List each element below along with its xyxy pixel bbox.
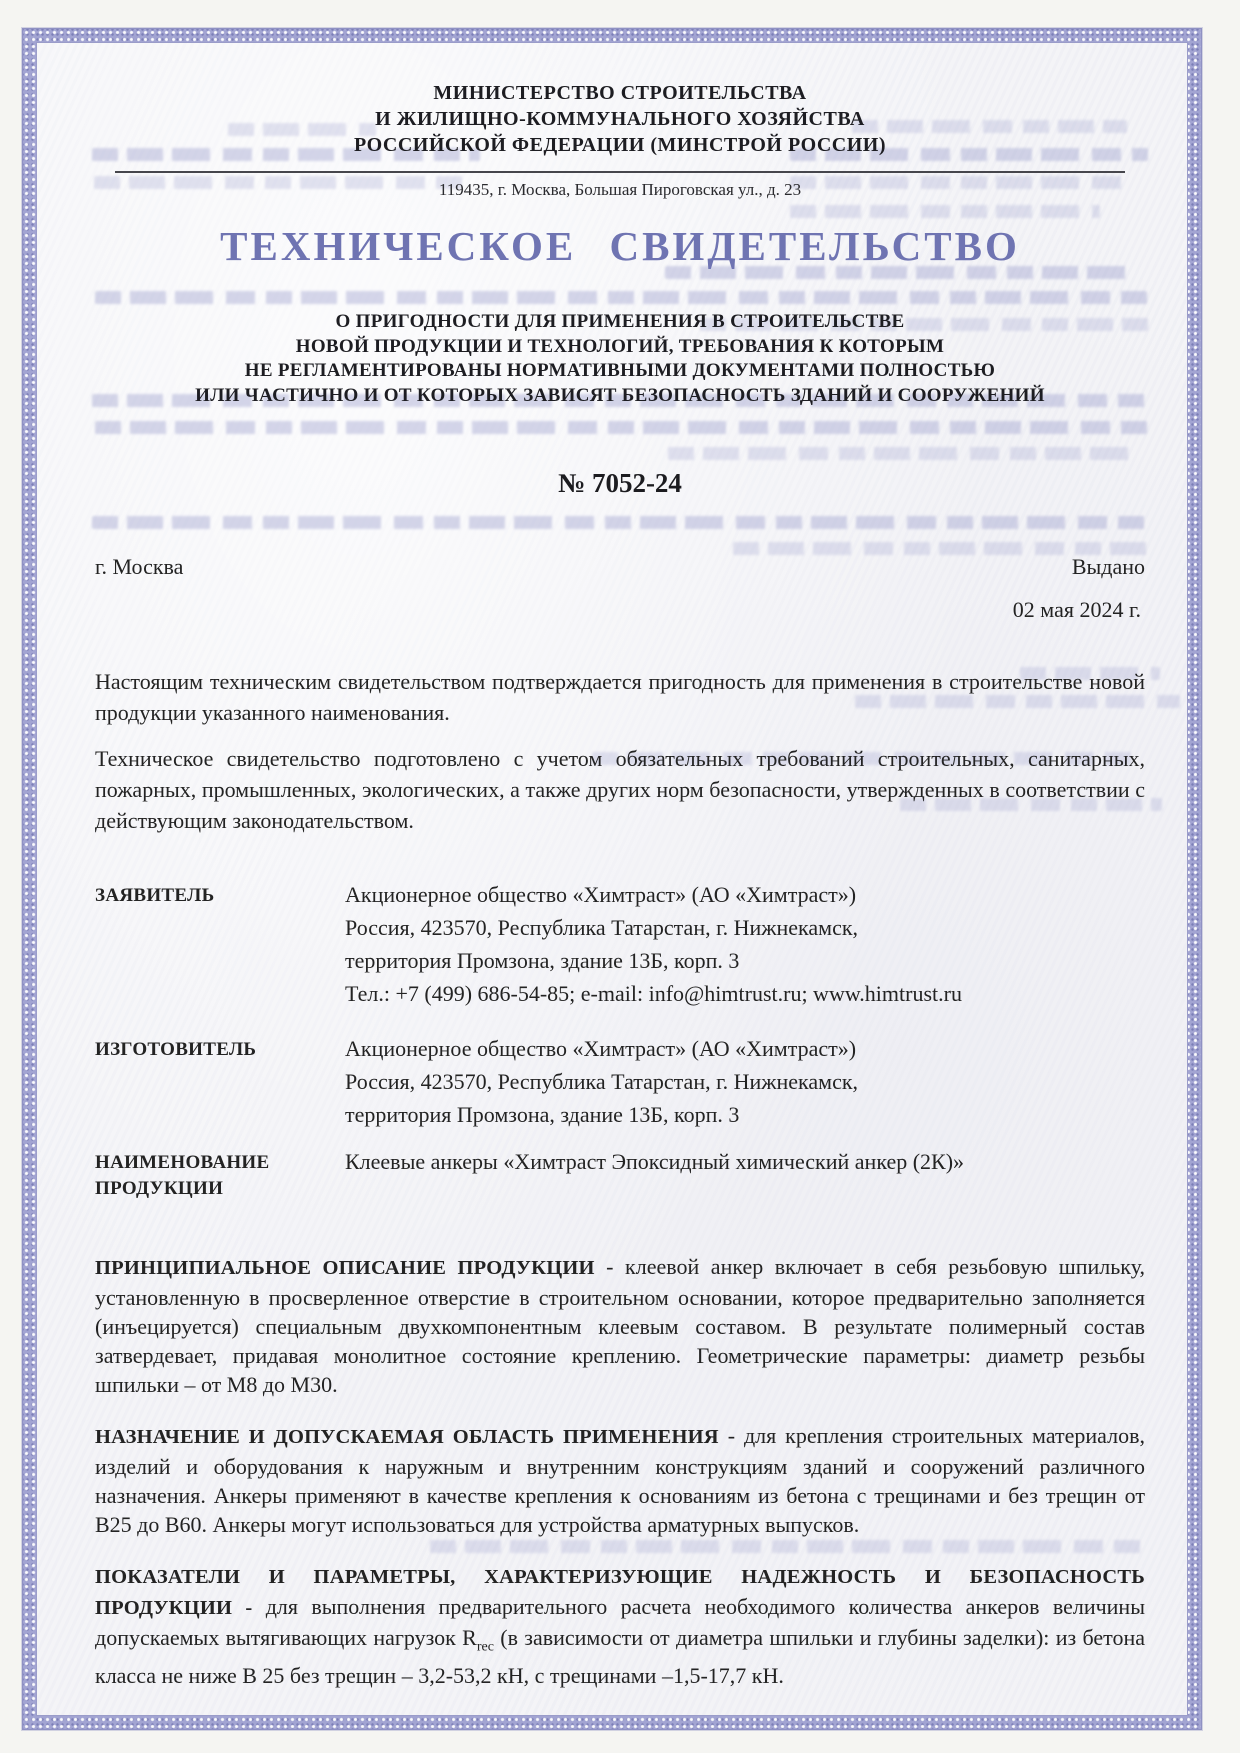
- certificate-subtitle-line: О ПРИГОДНОСТИ ДЛЯ ПРИМЕНЕНИЯ В СТРОИТЕЛЬСТВЕ: [335, 311, 905, 332]
- section-paragraph-description: [95, 1252, 1145, 1399]
- field-value-line: Россия, 423570, Республика Татарстан, г. Нижнекамск,: [345, 915, 859, 940]
- ministry-name-line: И ЖИЛИЩНО-КОММУНАЛЬНОГО ХОЗЯЙСТВА: [375, 108, 865, 130]
- section-body: - для крепления строительных материалов, изделий и оборудования к наружным и внутренним конструкциям зданий и сооружений различного назначения. Анкеры применяют в качестве крепления к основаниям из бетона с трещинами и без трещин от В25 до В60. Анкеры могут использоваться для устройства арматурных выпусков.: [95, 1423, 1145, 1537]
- section-heading: ПОКАЗАТЕЛИ И ПАРАМЕТРЫ, ХАРАКТЕРИЗУЮЩИЕ НАДЕЖНОСТЬ И БЕЗОПАСНОСТЬ ПРОДУКЦИИ: [95, 1566, 1145, 1619]
- field-value: [345, 1145, 1145, 1202]
- header-divider: [115, 171, 1125, 173]
- field-value-line: территория Промзона, здание 13Б, корп. 3: [345, 948, 740, 973]
- issued-label: Выдано: [1071, 554, 1145, 579]
- field-row-applicant: [95, 878, 1145, 1010]
- ministry-name-line: МИНИСТЕРСТВО СТРОИТЕЛЬСТВА: [433, 82, 807, 104]
- field-value-line: Тел.: +7 (499) 686-54-85; e-mail: info@himtrust.ru; www.himtrust.ru: [345, 981, 962, 1006]
- section-body: для выполнения предварительного расчета необходимого количества анкеров величины допускаемых вытягивающих нагрузок R: [95, 1594, 1145, 1650]
- intro-paragraph: Настоящим техническим свидетельством подтверждается пригодность для применения в строительстве новой продукции указанного наименования.: [95, 669, 1145, 725]
- field-label: ИЗГОТОВИТЕЛЬ: [95, 1039, 257, 1060]
- field-value: [345, 1032, 1145, 1131]
- certificate-subtitle-line: НЕ РЕГЛАМЕНТИРОВАНЫ НОРМАТИВНЫМИ ДОКУМЕНТАМИ ПОЛНОСТЬЮ: [244, 360, 996, 381]
- field-label: ЗАЯВИТЕЛЬ: [95, 885, 215, 906]
- field-value-line: Клеевые анкеры «Химтраст Эпоксидный химический анкер (2К)»: [345, 1149, 965, 1174]
- field-label: НАИМЕНОВАНИЕ ПРОДУКЦИИ: [95, 1152, 270, 1199]
- field-row-product-name: [95, 1145, 1145, 1202]
- issue-date: 02 мая 2024 г.: [1012, 597, 1141, 622]
- section-paragraph-application: [95, 1421, 1145, 1539]
- section-heading: ПРИНЦИПИАЛЬНОЕ ОПИСАНИЕ ПРОДУКЦИИ: [95, 1257, 595, 1279]
- section-body: (в зависимости от диаметра шпильки и глубины заделки): из бетона класса не ниже В 25 без трещин – 3,2-53,2 кН, с трещинами –1,5-17,7 кН.: [95, 1625, 1145, 1689]
- section-body: - клеевой анкер включает в себя резьбовую шпильку, установленную в просверленное отверстие в строительном основании, которое предварительно заполняется (инъецируется) специальным двухкомпонентным клеевым составом. В результате полимерный состав затвердевает, придавая монолитное состояние креплению. Геометрические параметры: диаметр резьбы шпильки – от М8 до М30.: [95, 1254, 1145, 1397]
- field-value-line: территория Промзона, здание 13Б, корп. 3: [345, 1102, 740, 1127]
- field-value-line: Россия, 423570, Республика Татарстан, г. Нижнекамск,: [345, 1069, 859, 1094]
- ministry-address: 119435, г. Москва, Большая Пироговская ул., д. 23: [438, 180, 802, 199]
- issue-city: г. Москва: [95, 554, 184, 579]
- field-row-manufacturer: [95, 1032, 1145, 1131]
- r-rec-subscript: rec: [476, 1639, 494, 1655]
- section-heading-dash: -: [232, 1597, 253, 1619]
- certificate-subtitle: [95, 310, 1145, 408]
- issue-row: [95, 554, 1145, 580]
- ministry-name-line: РОССИЙСКОЙ ФЕДЕРАЦИИ (МИНСТРОЙ РОССИИ): [353, 134, 887, 156]
- section-heading: НАЗНАЧЕНИЕ И ДОПУСКАЕМАЯ ОБЛАСТЬ ПРИМЕНЕНИЯ: [95, 1426, 719, 1448]
- certificate-subtitle-line: ИЛИ ЧАСТИЧНО И ОТ КОТОРЫХ ЗАВИСЯТ БЕЗОПАСНОСТЬ ЗДАНИЙ И СООРУЖЕНИЙ: [195, 384, 1045, 406]
- certificate-number: № 7052-24: [558, 468, 682, 498]
- field-value: [345, 878, 1145, 1010]
- ministry-name: [95, 80, 1145, 158]
- field-value-line: Акционерное общество «Химтраст» (АО «Химтраст»): [345, 1036, 857, 1061]
- document-body: [95, 0, 1145, 1690]
- section-paragraph-parameters: [95, 1561, 1145, 1690]
- field-value-line: Акционерное общество «Химтраст» (АО «Химтраст»): [345, 882, 857, 907]
- intro-paragraph: Техническое свидетельство подготовлено с учетом обязательных требований строительных, санитарных, пожарных, промышленных, экологических, а также других норм безопасности, утвержденных в соответствии с действующим законодательством.: [95, 746, 1145, 833]
- certificate-title: ТЕХНИЧЕСКОЕ СВИДЕТЕЛЬСТВО: [220, 223, 1020, 269]
- certificate-subtitle-line: НОВОЙ ПРОДУКЦИИ И ТЕХНОЛОГИЙ, ТРЕБОВАНИЯ К КОТОРЫМ: [295, 335, 945, 357]
